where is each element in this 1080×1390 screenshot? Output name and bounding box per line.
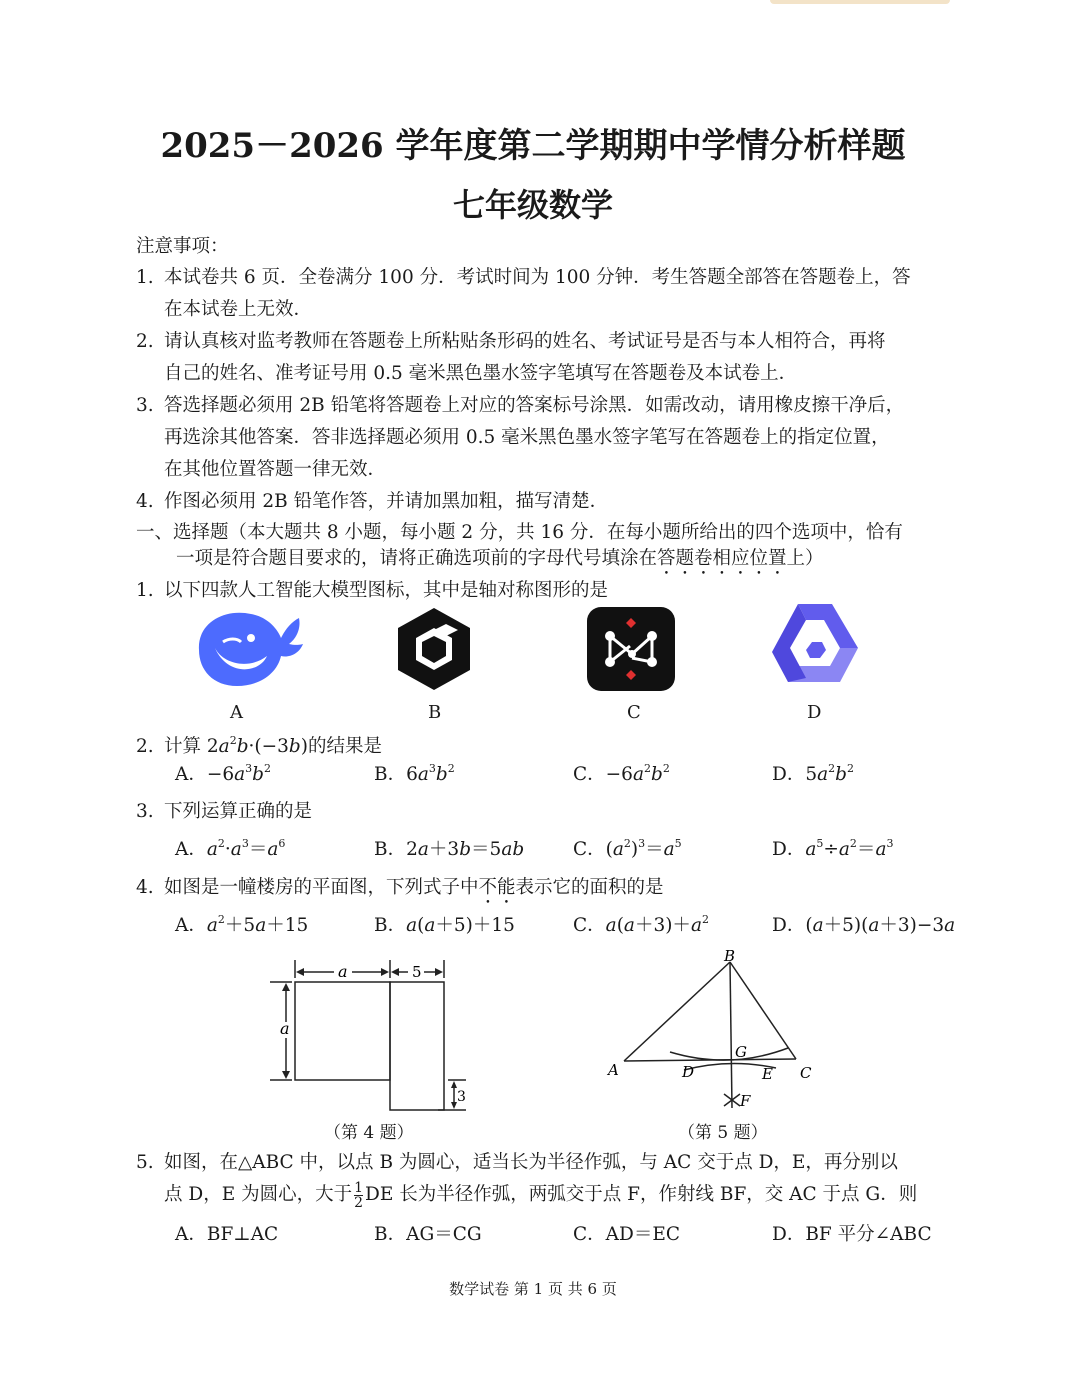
note-1-line-2: 在本试卷上无效． [164, 299, 313, 320]
notes-heading: 注意事项： [136, 236, 229, 257]
fig5-point-e: E [762, 1065, 773, 1083]
note-3-line-3: 在其他位置答题一律无效． [164, 459, 387, 480]
q5-stem-line-1: 5. 如图，在△ABC 中，以点 B 为圆心，适当长为半径作弧，与 AC 交于点 D，E，再分别以 [136, 1152, 898, 1173]
fig5-point-b: B [724, 947, 736, 965]
q1-label-d: D [807, 702, 822, 723]
q5-option-a: A．BF⊥AC [175, 1224, 279, 1245]
note-2-line-2: 自己的姓名、准考证号用 0.5 毫米黑色墨水签字笔填写在答题卷及本试卷上． [164, 363, 798, 384]
note-2-line-1: 2. 请认真核对监考教师在答题卷上所粘贴条形码的姓名、考试证号是否与本人相符合，再将 [136, 331, 886, 352]
fig4-label-5: 5 [412, 963, 422, 981]
triangular-star-logo-icon [768, 600, 862, 694]
q3-option-a: A．$a^2\cdot a^3=a^6$ [175, 837, 286, 860]
fig4-caption: （第 4 题） [324, 1123, 414, 1143]
note-3-line-2: 再选涂其他答案．答非选择题必须用 0.5 毫米黑色墨水签字笔写在答题卷上的指定位置， [164, 427, 890, 448]
fig5-point-g: G [735, 1043, 747, 1061]
q4-option-b: B．a(a＋5)＋15 [374, 915, 515, 936]
note-4-line-1: 4. 作图必须用 2B 铅笔作答，并请加黑加粗，描写清楚． [136, 491, 609, 512]
q1-label-c: C [627, 702, 641, 723]
fig5-point-d: D [682, 1063, 695, 1081]
fig4-label-3: 3 [457, 1089, 466, 1105]
fig4-label-a-top: a [338, 962, 348, 981]
whale-logo-icon [193, 604, 305, 690]
figure-5-triangle [600, 944, 830, 1116]
q2-option-d: D．$5a^2b^2$ [772, 762, 854, 785]
exam-title: 2025－2026 学年度第二学期期中学情分析样题 [160, 126, 906, 166]
q5-option-c: C．AD＝EC [573, 1224, 681, 1245]
q3-option-d: D．$a^5\div a^2=a^3$ [772, 837, 894, 860]
fig5-point-c: C [800, 1064, 812, 1082]
note-3-line-1: 3. 答选择题必须用 2B 铅笔将答题卷上对应的答案标号涂黑．如需改动，请用橡皮擦干净后， [136, 395, 905, 416]
q4-stem: 4. 如图是一幢楼房的平面图，下列式子中不能表示它的面积的是 [136, 877, 664, 898]
fig5-caption: （第 5 题） [678, 1123, 768, 1143]
section1-line-1: 一、选择题（本大题共 8 小题，每小题 2 分，共 16 分．在每小题所给出的四个选项中，恰有 [136, 522, 903, 543]
q1-label-b: B [428, 702, 442, 723]
q2-stem: 2. 计算 $2a^2b\cdot(-3b)$的结果是 [136, 734, 382, 757]
q3-stem: 3. 下列运算正确的是 [136, 801, 313, 822]
q5-fraction: $\frac{1}{2}$ [354, 1179, 364, 1211]
fig4-label-a-left: a [280, 1019, 290, 1038]
network-nodes-logo-icon [586, 606, 676, 692]
q1-stem: 1. 以下四款人工智能大模型图标，其中是轴对称图形的是 [136, 580, 609, 601]
q4-option-a: A．$a^2+5a+15$ [175, 913, 309, 936]
fig5-point-f: F [740, 1092, 751, 1110]
q2-option-a: A．$-6a^3b^2$ [175, 762, 272, 785]
q4-option-d: D．(a＋5)(a＋3)−3a [772, 915, 956, 936]
q2-option-c: C．$-6a^2b^2$ [573, 762, 670, 785]
q3-option-b: B．2a＋3b＝5ab [374, 839, 525, 860]
figure-4-floor-plan [268, 958, 478, 1116]
top-edge-tab [770, 0, 950, 4]
fig5-point-a: A [608, 1061, 619, 1079]
page-footer: 数学试卷 第 1 页 共 6 页 [449, 1280, 617, 1298]
section1-line-2: 一项是符合题目要求的，请将正确选项前的字母代号填涂在答题卷相应位置上） [176, 548, 824, 569]
q2-option-b: B．$6a^3b^2$ [374, 762, 455, 785]
exam-subtitle: 七年级数学 [452, 186, 613, 224]
q5-stem-line-2: 点 D，E 为圆心，大于 $\frac{1}{2}$ DE 长为半径作弧，两弧交于点 F，作射线 BF，交 AC 于点 G．则 [164, 1179, 918, 1211]
q4-option-c: C．$a(a+3)+a^2$ [573, 913, 709, 936]
hexagon-cube-logo-icon [394, 606, 474, 692]
q5-option-b: B．AG＝CG [374, 1224, 482, 1245]
q3-option-c: C．$(a^2)^3=a^5$ [573, 837, 682, 860]
q1-label-a: A [230, 702, 243, 723]
q5-option-d: D．BF 平分∠ABC [772, 1224, 932, 1245]
note-1-line-1: 1. 本试卷共 6 页．全卷满分 100 分．考试时间为 100 分钟．考生答题全部答在答题卷上，答 [136, 267, 911, 288]
